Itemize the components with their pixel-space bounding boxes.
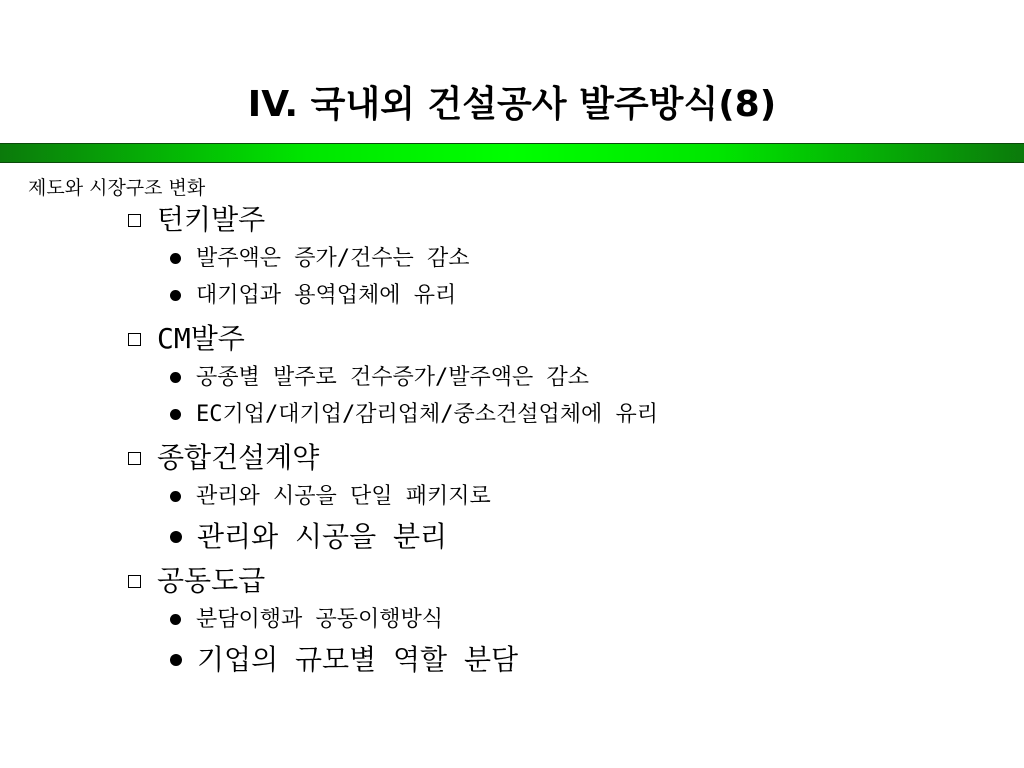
list-item-label: 기업의 규모별 역할 분담: [197, 643, 519, 676]
square-bullet-icon: [128, 214, 141, 227]
square-bullet-icon: [128, 575, 141, 588]
section-heading-label: 공동도급: [157, 564, 266, 597]
list-item: [120, 240, 658, 277]
section-heading-label: 턴키발주: [157, 203, 266, 236]
round-bullet-icon: [170, 290, 181, 301]
list-item-label: 발주액은 증가/건수는 감소: [196, 246, 470, 271]
section-heading-cm: [120, 319, 658, 359]
slide-subtitle: 제도와 시장구조 변화: [28, 177, 206, 199]
list-item: [120, 515, 658, 559]
section-heading-label: 종합건설계약: [157, 441, 320, 474]
title-divider-bar: [0, 143, 1024, 163]
square-bullet-icon: [128, 333, 141, 346]
list-item: [120, 359, 658, 396]
section-heading-label: CM발주: [157, 322, 245, 355]
round-bullet-icon: [170, 654, 182, 666]
list-item-label: 분담이행과 공동이행방식: [196, 607, 444, 632]
list-item-label: 대기업과 용역업체에 유리: [196, 283, 457, 308]
list-item-label: 관리와 시공을 분리: [197, 520, 448, 553]
section-heading-general-construction: [120, 438, 658, 478]
round-bullet-icon: [170, 409, 181, 420]
list-item: [120, 478, 658, 515]
list-item: [120, 396, 658, 433]
round-bullet-icon: [170, 614, 181, 625]
list-item-label: 관리와 시공을 단일 패키지로: [196, 484, 491, 509]
round-bullet-icon: [170, 531, 182, 543]
list-item: [120, 277, 658, 314]
list-item-label: 공종별 발주로 건수증가/발주액은 감소: [196, 365, 590, 390]
round-bullet-icon: [170, 372, 181, 383]
section-heading-joint-venture: [120, 561, 658, 601]
section-heading-turnkey: [120, 200, 658, 240]
list-item: [120, 601, 658, 638]
slide-title: IV. 국내외 건설공사 발주방식(8): [247, 84, 777, 125]
round-bullet-icon: [170, 253, 181, 264]
list-item-label: EC기업/대기업/감리업체/중소건설업체에 유리: [196, 402, 659, 427]
square-bullet-icon: [128, 452, 141, 465]
round-bullet-icon: [170, 491, 181, 502]
list-item: [120, 638, 658, 682]
bullet-list: [120, 200, 658, 682]
